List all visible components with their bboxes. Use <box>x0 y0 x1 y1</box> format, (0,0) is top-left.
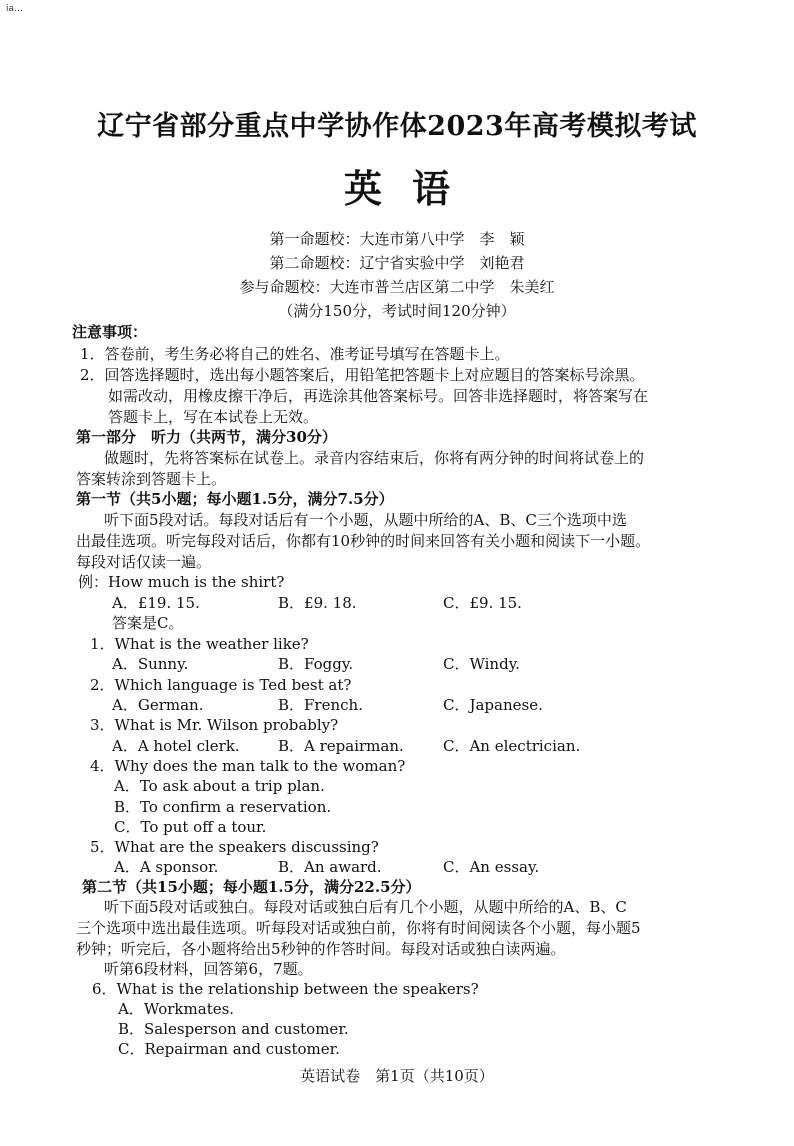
question-2-option-a: A．German. <box>112 696 204 714</box>
question-5: 5．What are the speakers discussing? <box>90 838 379 856</box>
question-6-option-a: A．Workmates. <box>118 1000 235 1018</box>
section1-intro: 听下面5段对话。每段对话后有一个小题，从题中所给的A、B、C三个选项中选 <box>104 511 627 529</box>
question-3-option-b: B．A repairman. <box>278 737 404 755</box>
question-5-option-a: A．A sponsor. <box>114 858 219 876</box>
example-option-b: B．£9. 18. <box>278 594 357 612</box>
setter-line-1: 第一命题校：大连市第八中学 李 颖 <box>269 230 525 248</box>
corner-mark: ia… <box>6 4 24 14</box>
part1-heading: 第一部分 听力（共两节，满分30分） <box>76 428 337 446</box>
section2-intro-cont: 三个选项中选出最佳选项。听每段对话或独白前，你将有时间阅读各个小题，每小题5 <box>76 919 641 937</box>
page-footer: 英语试卷 第1页（共10页） <box>300 1067 494 1085</box>
score-time: （满分150分，考试时间120分钟） <box>278 302 516 320</box>
question-2: 2．Which language is Ted best at? <box>90 676 352 694</box>
subject-title: 英语 <box>343 166 480 211</box>
question-3-option-c: C．An electrician. <box>443 737 581 755</box>
exam-title: 辽宁省部分重点中学协作体2023年高考模拟考试 <box>97 111 697 142</box>
section1-heading: 第一节（共5小题；每小题1.5分，满分7.5分） <box>76 490 394 508</box>
example-question: 例：How much is the shirt? <box>78 573 285 591</box>
section1-intro-cont: 出最佳选项。听完每段对话后，你都有10秒钟的时间来回答有关小题和阅读下一小题。 <box>76 532 651 550</box>
question-4-option-c: C．To put off a tour. <box>114 818 267 836</box>
section2-intro: 听下面5段对话或独白。每段对话或独白后有几个小题，从题中所给的A、B、C <box>104 898 627 916</box>
question-4: 4．Why does the man talk to the woman? <box>90 757 406 775</box>
section2-intro-cont2: 秒钟；听完后，各小题将给出5秒钟的作答时间。每段对话或独白读两遍。 <box>76 940 566 958</box>
section1-intro-cont2: 每段对话仅读一遍。 <box>76 553 212 571</box>
question-6-option-b: B．Salesperson and customer. <box>118 1020 349 1038</box>
question-1: 1．What is the weather like? <box>90 635 309 653</box>
question-5-option-b: B．An award. <box>278 858 382 876</box>
question-4-option-a: A．To ask about a trip plan. <box>114 777 325 795</box>
example-answer: 答案是C。 <box>112 614 184 632</box>
question-3: 3．What is Mr. Wilson probably? <box>90 716 339 734</box>
question-3-option-a: A．A hotel clerk. <box>112 737 240 755</box>
notice-item-1: 1．答卷前，考生务必将自己的姓名、准考证号填写在答题卡上。 <box>80 345 510 363</box>
setter-line-2: 第二命题校：辽宁省实验中学 刘艳君 <box>269 254 525 272</box>
setter-line-3: 参与命题校：大连市普兰店区第二中学 朱美红 <box>239 278 555 296</box>
question-5-option-c: C．An essay. <box>443 858 540 876</box>
section2-heading: 第二节（共15小题；每小题1.5分，满分22.5分） <box>82 878 421 896</box>
part1-intro-cont: 答案转涂到答题卡上。 <box>76 470 227 488</box>
question-4-option-b: B．To confirm a reservation. <box>114 798 332 816</box>
question-2-option-b: B．French. <box>278 696 363 714</box>
notice-item-2: 2．回答选择题时，选出每小题答案后，用铅笔把答题卡上对应题目的答案标号涂黑。 <box>80 366 645 384</box>
question-1-option-b: B．Foggy. <box>278 655 354 673</box>
notice-heading: 注意事项： <box>72 323 148 341</box>
question-1-option-a: A．Sunny. <box>112 655 189 673</box>
part1-intro: 做题时，先将答案标在试卷上。录音内容结束后，你将有两分钟的时间将试卷上的 <box>104 449 645 467</box>
question-2-option-c: C．Japanese. <box>443 696 543 714</box>
question-6: 6．What is the relationship between the speakers? <box>92 980 479 998</box>
example-option-c: C．£9. 15. <box>443 594 522 612</box>
question-1-option-c: C．Windy. <box>443 655 520 673</box>
question-6-option-c: C．Repairman and customer. <box>118 1040 340 1058</box>
notice-item-2-cont2: 答题卡上，写在本试卷上无效。 <box>108 408 319 426</box>
material-6-instruction: 听第6段材料，回答第6，7题。 <box>104 960 313 978</box>
notice-item-2-cont: 如需改动，用橡皮擦干净后，再选涂其他答案标号。回答非选择题时，将答案写在 <box>108 387 649 405</box>
example-option-a: A．£19. 15. <box>112 594 200 612</box>
